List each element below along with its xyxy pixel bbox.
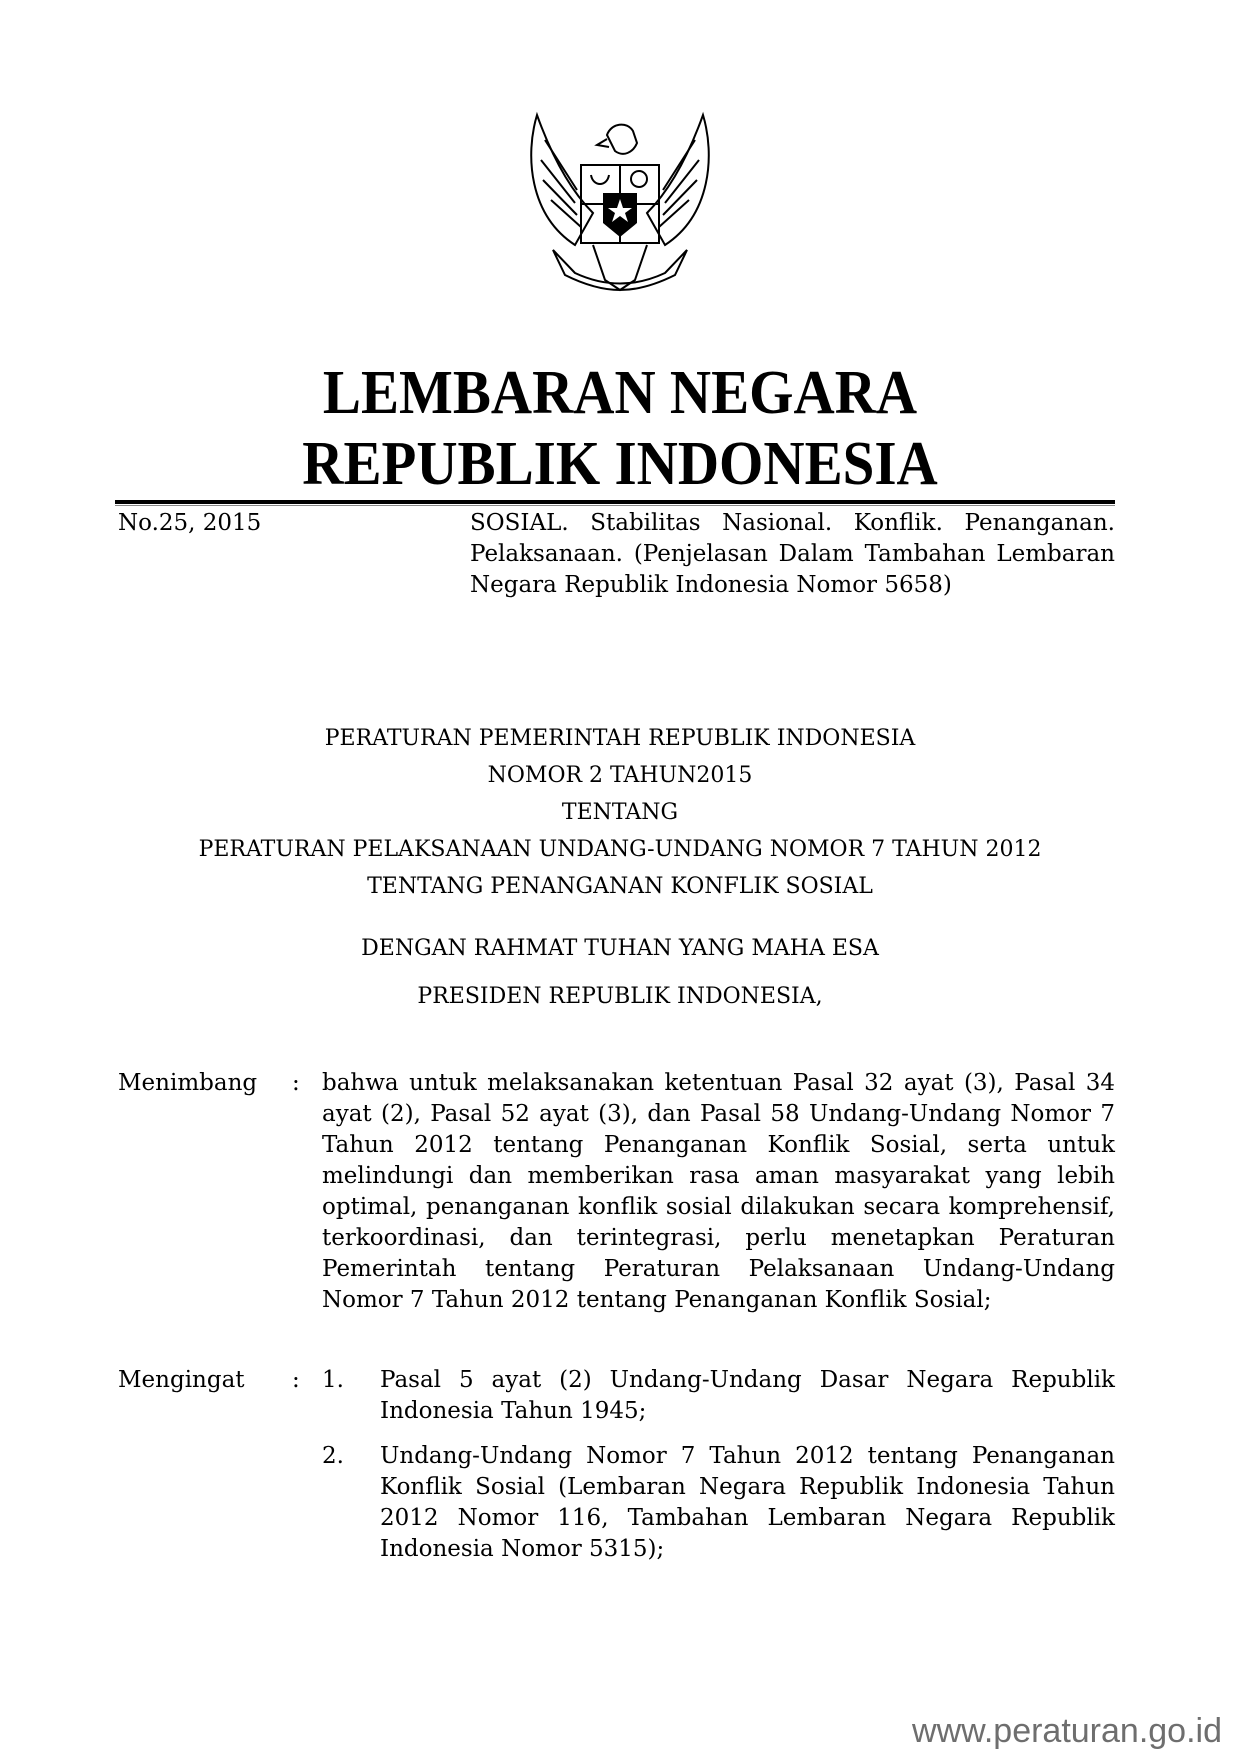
preamble — [0, 925, 1240, 1021]
regulation-heading — [0, 720, 1240, 905]
mengingat-label: Mengingat — [118, 1367, 245, 1393]
gazette-title-line1: LEMBARAN NEGARA — [322, 359, 918, 427]
mengingat-item-number: 1. — [322, 1367, 344, 1393]
gazette-title-line2: REPUBLIK INDONESIA — [302, 430, 938, 498]
preamble-president: PRESIDEN REPUBLIK INDONESIA, — [417, 984, 823, 1009]
garuda-emblem-icon — [515, 95, 725, 305]
source-watermark: www.peraturan.go.id — [912, 1712, 1222, 1750]
mengingat-item-number: 2. — [322, 1443, 344, 1469]
regulation-subject-line2: TENTANG PENANGANAN KONFLIK SOSIAL — [367, 874, 873, 899]
gazette-number: No.25, 2015 — [118, 510, 262, 536]
mengingat-item-text: Undang-Undang Nomor 7 Tahun 2012 tentang Penanganan Konflik Sosial (Lembaran Negara Republik Indonesia Tahun 2012 Nomor 116, Tambahan Lembaran Negara Republik Indonesia Nomor 5315); — [380, 1443, 1115, 1562]
header-divider — [115, 500, 1115, 504]
gazette-subject: SOSIAL. Stabilitas Nasional. Konflik. Penanganan. Pelaksanaan. (Penjelasan Dalam Tambahan Lembaran Negara Republik Indonesia Nomor 5658) — [470, 510, 1115, 598]
mengingat-item-text: Pasal 5 ayat (2) Undang-Undang Dasar Negara Republik Indonesia Tahun 1945; — [380, 1367, 1115, 1424]
regulation-tentang: TENTANG — [561, 800, 679, 825]
mengingat-colon: : — [292, 1367, 300, 1393]
preamble-line: DENGAN RAHMAT TUHAN YANG MAHA ESA — [361, 936, 879, 961]
regulation-subject-line1: PERATURAN PELAKSANAAN UNDANG-UNDANG NOMOR 7 TAHUN 2012 — [198, 837, 1042, 862]
header-divider-thin — [115, 505, 1115, 506]
menimbang-text: bahwa untuk melaksanakan ketentuan Pasal 32 ayat (3), Pasal 34 ayat (2), Pasal 52 ayat (3), dan Pasal 58 Undang-Undang Nomor 7 Tahun 2012 tentang Penanganan Konflik Sosial, serta untuk melindungi dan memberikan rasa aman masyarakat yang lebih optimal, penanganan konflik sosial dilakukan secara komprehensif, terkoordinasi, dan terintegrasi, perlu menetapkan Peraturan Pemerintah tentang Peraturan Pelaksanaan Undang-Undang Nomor 7 Tahun 2012 tentang Penanganan Konflik Sosial; — [322, 1070, 1115, 1313]
regulation-number: NOMOR 2 TAHUN2015 — [487, 763, 753, 788]
regulation-heading-line: PERATURAN PEMERINTAH REPUBLIK INDONESIA — [324, 726, 916, 751]
menimbang-label: Menimbang — [118, 1070, 258, 1096]
menimbang-colon: : — [292, 1070, 300, 1096]
